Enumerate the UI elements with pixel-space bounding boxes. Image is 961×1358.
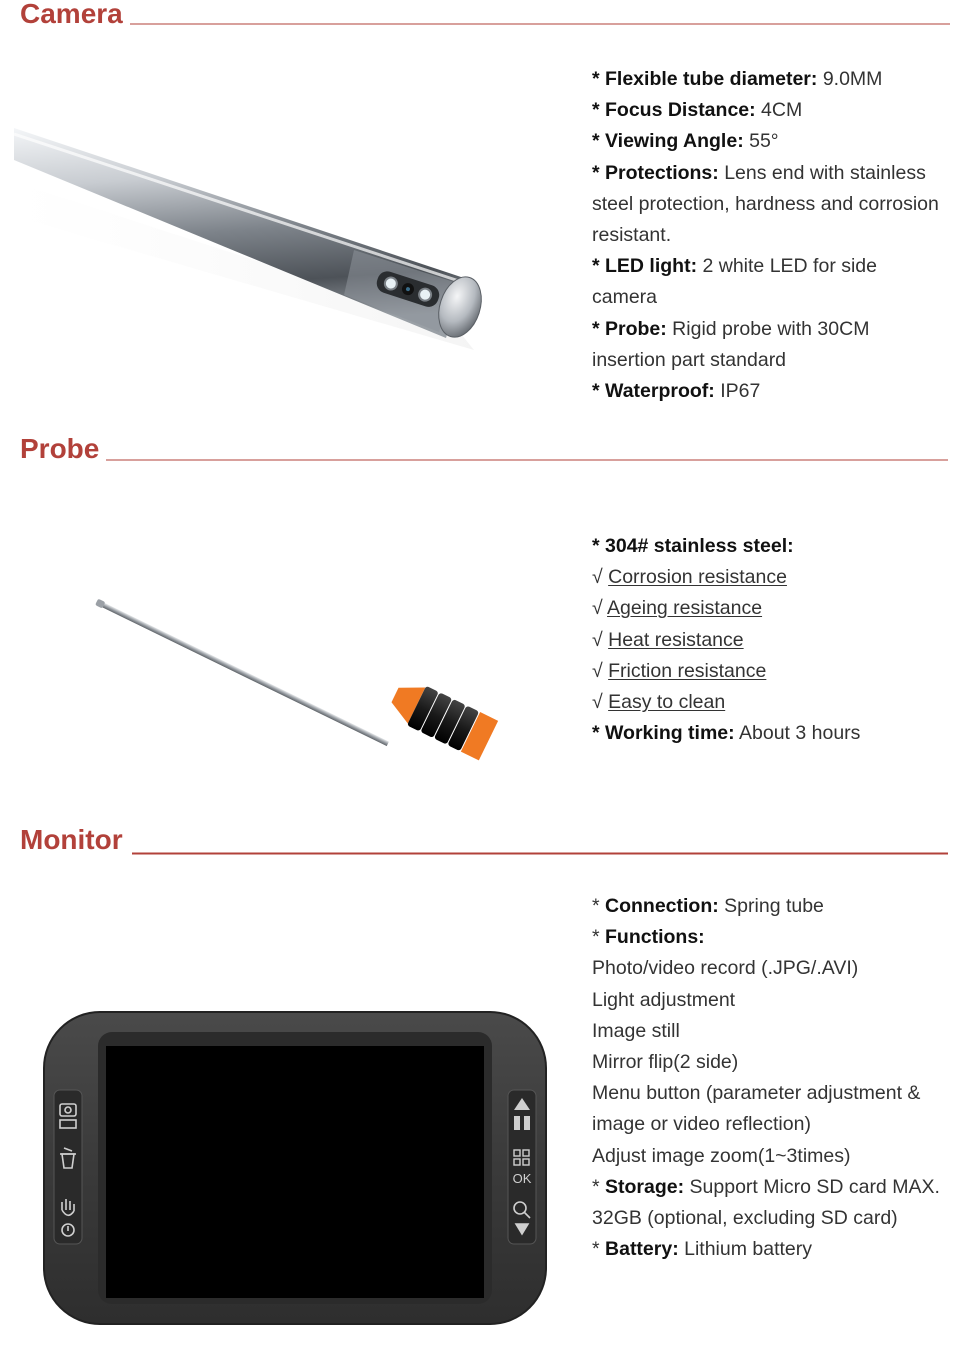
ok-label: OK bbox=[512, 1171, 532, 1186]
spec-waterproof: * Waterproof: IP67 bbox=[592, 380, 761, 403]
spec-connection: * Connection: Spring tube bbox=[592, 895, 824, 917]
probe-image bbox=[90, 590, 530, 780]
spec-storage: * Storage: Support Micro SD card MAX. 32GB (optional, excluding SD card) bbox=[592, 1175, 940, 1230]
feature-friction: √ Friction resistance bbox=[592, 659, 767, 682]
left-button-column bbox=[54, 1090, 82, 1244]
function-zoom: Adjust image zoom(1~3times) bbox=[592, 1144, 851, 1167]
function-image-still: Image still bbox=[592, 1019, 680, 1042]
monitor-heading-rule bbox=[132, 852, 948, 855]
function-menu-button: Menu button (parameter adjustment & image or video reflection) bbox=[592, 1082, 921, 1136]
spec-probe: * Probe: Rigid probe with 30CM insertion part standard bbox=[592, 317, 870, 371]
spec-led-light: * LED light: 2 white LED for side camera bbox=[592, 255, 877, 309]
monitor-heading: Monitor bbox=[20, 824, 123, 855]
probe-spec-list bbox=[592, 531, 942, 749]
function-mirror-flip: Mirror flip(2 side) bbox=[592, 1051, 739, 1074]
camera-spec-list bbox=[592, 64, 942, 407]
spec-focus-distance: * Focus Distance: 4CM bbox=[592, 99, 803, 122]
camera-heading: Camera bbox=[20, 0, 123, 29]
function-photo-video: Photo/video record (.JPG/.AVI) bbox=[592, 957, 859, 980]
feature-heat: √ Heat resistance bbox=[592, 628, 744, 651]
monitor-image bbox=[40, 1008, 550, 1328]
feature-ageing: √ Ageing resistance bbox=[592, 597, 763, 620]
camera-heading-rule bbox=[130, 23, 950, 25]
spec-battery: * Battery: Lithium battery bbox=[592, 1238, 813, 1261]
probe-working-time: * Working time: About 3 hours bbox=[592, 722, 861, 745]
monitor-spec-list bbox=[592, 891, 942, 1265]
feature-corrosion: √ Corrosion resistance bbox=[592, 566, 787, 589]
spec-functions: * Functions: bbox=[592, 926, 705, 949]
probe-heading-rule bbox=[106, 459, 948, 461]
feature-easy-clean: √ Easy to clean bbox=[592, 691, 726, 714]
function-light: Light adjustment bbox=[592, 988, 736, 1011]
camera-tube-image bbox=[14, 120, 494, 360]
probe-heading: Probe bbox=[20, 433, 100, 464]
right-button-column bbox=[508, 1090, 536, 1244]
spec-protections: * Protections: Lens end with stainless steel protection, hardness and corrosion resistant. bbox=[592, 161, 939, 247]
spec-tube-diameter: * Flexible tube diameter: 9.0MM bbox=[592, 68, 883, 90]
probe-material: * 304# stainless steel: bbox=[592, 535, 794, 557]
spec-viewing-angle: * Viewing Angle: 55° bbox=[592, 130, 779, 153]
